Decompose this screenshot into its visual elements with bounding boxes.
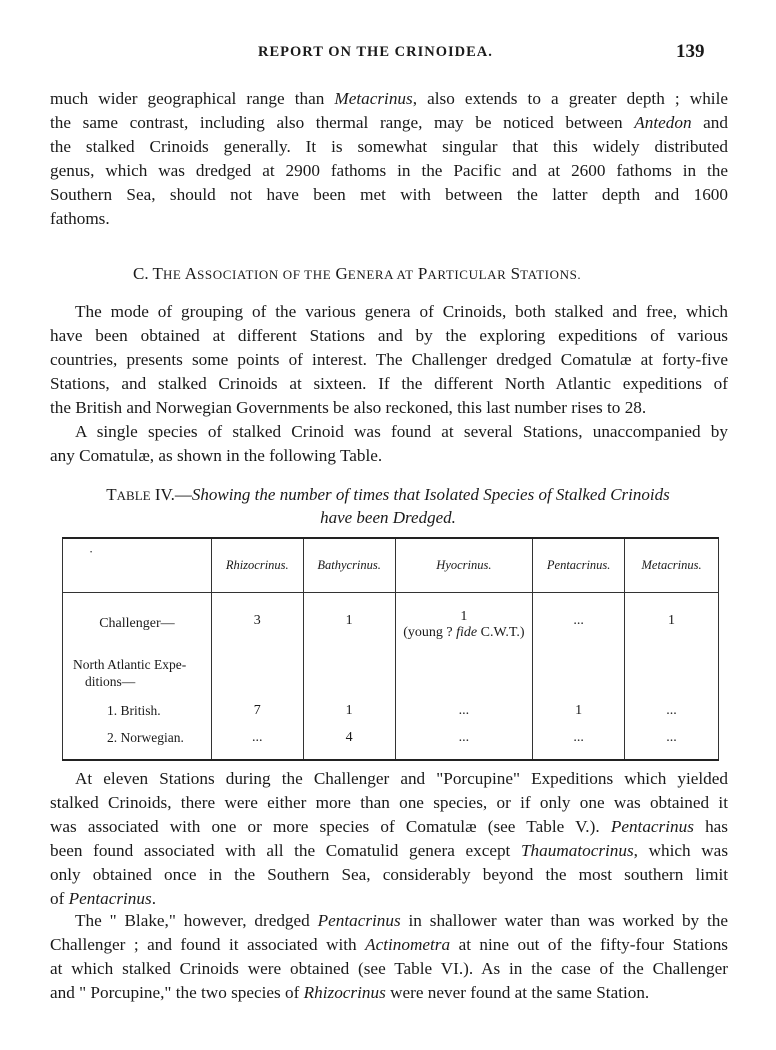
text-line: have been obtained at different Stations and by the exploring expeditions of various (50, 326, 728, 345)
table-cell: ... (395, 726, 533, 760)
text-line: at which stalked Crinoids were obtained (see Table VI.). As in the case of the Challenger (50, 959, 728, 978)
table-cell: ... (625, 726, 719, 760)
table-row (63, 726, 719, 760)
table-cell: ... (625, 696, 719, 726)
table-cell: ... (533, 593, 625, 650)
text-line: any Comatulæ, as shown in the following Table. (50, 446, 383, 465)
table-caption-line-2: have been Dredged. (320, 508, 456, 527)
text-line: The mode of grouping of the various genera of Crinoids, both stalked and free, which (75, 302, 728, 321)
table-row (63, 650, 719, 696)
text-line: Southern Sea, should not have been met with between the latter depth and 1600 (50, 185, 728, 204)
text-line: A single species of stalked Crinoid was found at several Stations, unaccompanied by (75, 422, 728, 441)
text-line: stalked Crinoids, there were either more than one species, or if only one was obtained it (50, 793, 728, 812)
text-line: genus, which was dredged at 2900 fathoms in the Pacific and at 2600 fathoms in the (50, 161, 728, 180)
table-corner: · (63, 538, 212, 593)
column-header: Rhizocrinus. (211, 538, 303, 593)
section-heading: C. THE ASSOCIATION OF THE GENERA AT PARTICULAR STATIONS. (133, 264, 582, 283)
row-label: North Atlantic Expe- ditions— (63, 650, 212, 696)
row-label: 1. British. (63, 696, 212, 726)
text-line: countries, presents some points of interest. The Challenger dredged Comatulæ at forty-five (50, 350, 728, 369)
page-number: 139 (676, 41, 705, 62)
column-header: Bathycrinus. (303, 538, 395, 593)
table-cell: ... (211, 726, 303, 760)
table-cell: ... (395, 696, 533, 726)
text-line: the stalked Crinoids generally. It is somewhat singular that this widely distributed (50, 137, 728, 156)
table-header-row (63, 538, 719, 593)
text-line: Challenger ; and found it associated with Actinometra at nine out of the fifty-four Stations (50, 935, 728, 954)
table-cell: 4 (303, 726, 395, 760)
page-header (0, 41, 776, 68)
running-title: REPORT ON THE CRINOIDEA. (258, 44, 493, 60)
text-line: only obtained once in the Southern Sea, considerably beyond the most southern limit (50, 865, 728, 884)
text-line: Stations, and stalked Crinoids at sixteen. If the different North Atlantic expeditions of (50, 374, 728, 393)
column-header: Metacrinus. (625, 538, 719, 593)
text-line: fathoms. (50, 209, 110, 228)
table-cell: 1 (303, 696, 395, 726)
column-header: Hyocrinus. (395, 538, 533, 593)
column-header: Pentacrinus. (533, 538, 625, 593)
table-caption: TABLE IV.—Showing the number of times that Isolated Species of Stalked Crinoids (106, 485, 670, 504)
table-row (63, 696, 719, 726)
data-table (62, 537, 719, 761)
table-cell: ... (533, 726, 625, 760)
text-line: been found associated with all the Comatulid genera except Thaumatocrinus, which was (50, 841, 729, 860)
table-cell: 3 (211, 593, 303, 650)
text-line: much wider geographical range than Metacrinus, also extends to a greater depth ; while (50, 89, 728, 108)
text-line: the British and Norwegian Governments be also reckoned, this last number rises to 28. (50, 398, 647, 417)
table-cell: 1 (533, 696, 625, 726)
table-row (63, 593, 719, 650)
row-label: Challenger— (63, 593, 212, 650)
text-line: of Pentacrinus. (50, 889, 156, 908)
text-line: and " Porcupine," the two species of Rhizocrinus were never found at the same Station. (50, 983, 650, 1002)
text-line: At eleven Stations during the Challenger and "Porcupine" Expeditions which yielded (75, 769, 728, 788)
table-cell: 7 (211, 696, 303, 726)
text-line: The " Blake," however, dredged Pentacrinus in shallower water than was worked by the (75, 911, 728, 930)
row-label: 2. Norwegian. (63, 726, 212, 760)
text-line: was associated with one or more species of Comatulæ (see Table V.). Pentacrinus has (50, 817, 728, 836)
table-cell: 1 (young ? fide C.W.T.) (395, 593, 533, 650)
table-cell: 1 (303, 593, 395, 650)
table-cell: 1 (625, 593, 719, 650)
text-line: the same contrast, including also thermal range, may be noticed between Antedon and (50, 113, 728, 132)
